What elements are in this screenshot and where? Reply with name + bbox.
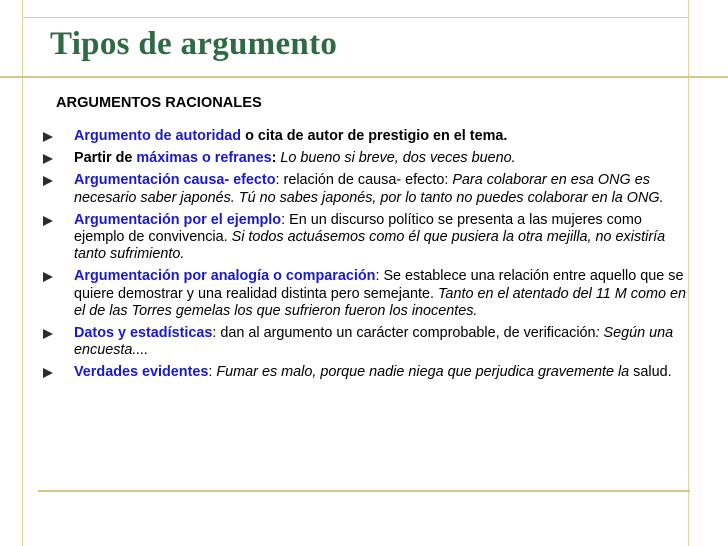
- item-lead: Partir de: [74, 150, 137, 167]
- bullet-icon: [43, 132, 53, 142]
- item-text: : relación de causa- efecto:: [275, 172, 453, 189]
- list-item-datos: [40, 325, 690, 359]
- slide-title: Tipos de argumento: [50, 26, 338, 62]
- title-divider: [0, 76, 728, 78]
- item-example: Lo bueno si breve, dos veces bueno.: [280, 150, 516, 167]
- item-example: Si todos actuásemos como él que pusiera la otra mejilla, no existiría tanto sufrimiento.: [74, 229, 666, 263]
- item-text: o cita de autor de prestigio en el tema.: [241, 128, 508, 144]
- item-term: Verdades evidentes: [74, 364, 209, 381]
- bullet-icon: [43, 272, 53, 282]
- item-term: Argumentación por el ejemplo: [74, 211, 282, 228]
- section-subtitle: ARGUMENTOS RACIONALES: [56, 95, 262, 111]
- list-item-autoridad: [40, 128, 690, 145]
- list-item-causa-efecto: [40, 172, 690, 206]
- list-item-refranes: [40, 150, 690, 167]
- item-text: : En un discurso político se presenta a las mujeres como ejemplo de convivencia.: [74, 211, 642, 246]
- bullet-icon: [43, 329, 53, 339]
- bullet-icon: [43, 368, 53, 378]
- item-example: Tanto en el atentado del 11 M como en el de las Torres gemelas los que sufrieron fueron los inocentes.: [74, 285, 686, 319]
- item-text: :: [208, 364, 217, 381]
- bullet-icon: [43, 154, 53, 164]
- left-border-line: [22, 0, 23, 546]
- item-example: : Según una encuesta....: [74, 325, 674, 359]
- item-example: Fumar es malo, porque nadie niega que perjudica gravemente la: [216, 364, 630, 381]
- item-term: Datos y estadísticas: [74, 325, 213, 342]
- bullet-icon: [43, 176, 53, 186]
- item-text: : dan al argumento un carácter comprobable, de verificación: [212, 325, 596, 342]
- bullet-icon: [43, 216, 53, 226]
- item-tail: salud.: [629, 364, 672, 381]
- argument-list: [40, 128, 690, 387]
- item-term: Argumentación causa- efecto: [74, 172, 276, 189]
- list-item-ejemplo: [40, 212, 690, 264]
- list-item-analogia: [40, 268, 690, 320]
- item-text: : Se establece una relación entre aquello que se quiere demostrar y una realidad distinta pero semejante.: [74, 268, 684, 302]
- item-term: máximas o refranes: [136, 150, 272, 167]
- item-term: Argumento de autoridad: [74, 128, 242, 144]
- top-border-line: [22, 17, 689, 18]
- item-text: :: [271, 150, 281, 167]
- bottom-divider: [38, 490, 690, 492]
- item-example: Para colaborar en esa ONG es necesario saber japonés. Tú no sabes japonés, por lo tanto no puedes colaborar en la ONG.: [74, 172, 664, 206]
- list-item-verdades: [40, 364, 690, 381]
- item-term: Argumentación por analogía o comparación: [74, 268, 376, 285]
